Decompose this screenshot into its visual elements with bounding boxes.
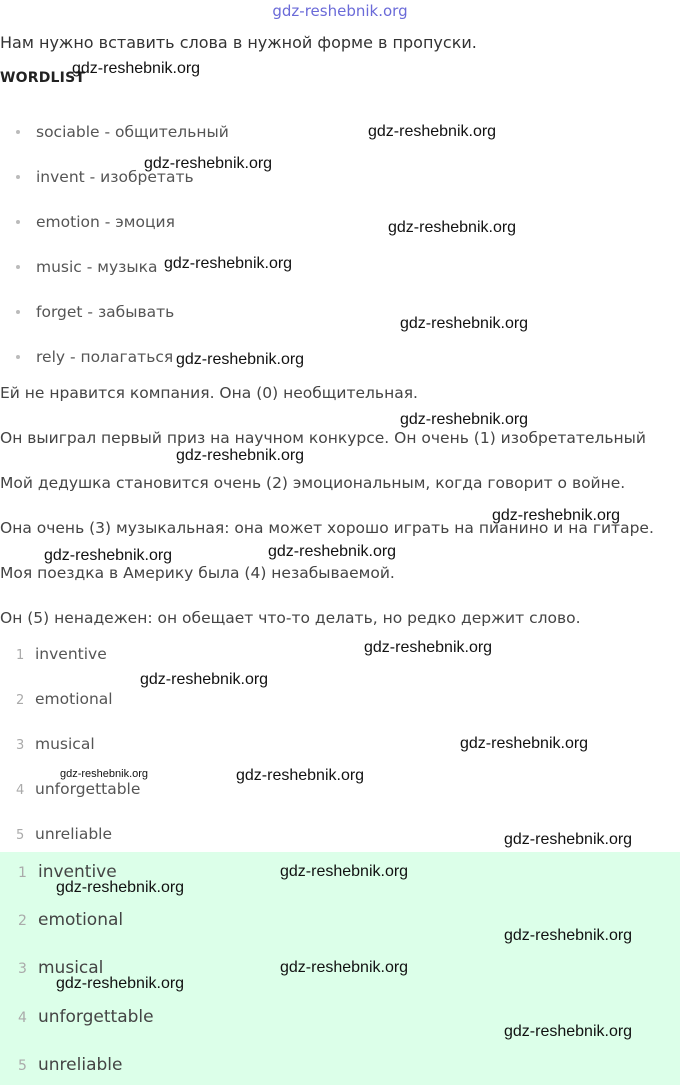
- answer-number: 4: [18, 1010, 27, 1026]
- watermark: gdz-reshebnik.org: [176, 351, 305, 368]
- answer-word: inventive: [38, 862, 117, 882]
- answer-word: musical: [38, 958, 104, 978]
- list-item: [16, 213, 175, 231]
- list-item-text: invent - изобретать: [36, 168, 194, 186]
- answer-item: [16, 735, 95, 753]
- answer-word: emotional: [35, 690, 113, 708]
- answer-number: 4: [16, 783, 25, 798]
- answer-number: 2: [18, 913, 27, 929]
- watermark: gdz-reshebnik.org: [60, 768, 149, 780]
- bullet-icon: [16, 265, 20, 269]
- watermark: gdz-reshebnik.org: [236, 767, 365, 784]
- answer-item: [16, 690, 113, 708]
- highlighted-answer-item: [18, 1007, 154, 1027]
- answer-item: [16, 780, 140, 798]
- answer-word: unforgettable: [38, 1007, 154, 1027]
- watermark: gdz-reshebnik.org: [364, 639, 493, 656]
- answer-number: 3: [18, 961, 27, 977]
- watermark: gdz-reshebnik.org: [504, 831, 633, 848]
- list-item-text: forget - забывать: [36, 303, 175, 321]
- intro-text: Нам нужно вставить слова в нужной форме в пропуски.: [0, 33, 477, 52]
- watermark: gdz-reshebnik.org: [140, 671, 269, 688]
- watermark: gdz-reshebnik.org: [460, 735, 589, 752]
- list-item: [16, 123, 229, 141]
- watermark: gdz-reshebnik.org: [504, 927, 633, 944]
- highlighted-answer-item: [18, 910, 123, 930]
- bullet-icon: [16, 220, 20, 224]
- list-item-text: music - музыка: [36, 258, 158, 276]
- sentence: Она очень (3) музыкальная: она может хорошо играть на пианино и на гитаре.: [0, 519, 654, 537]
- watermark: gdz-reshebnik.org: [56, 975, 185, 992]
- watermark: gdz-reshebnik.org: [368, 123, 497, 140]
- answer-word: inventive: [35, 645, 107, 663]
- answer-number: 5: [16, 828, 25, 843]
- bullet-icon: [16, 310, 20, 314]
- answer-item: [16, 825, 112, 843]
- sentence: Мой дедушка становится очень (2) эмоциональным, когда говорит о войне.: [0, 474, 626, 492]
- watermark: gdz-reshebnik.org: [176, 447, 305, 464]
- sentence: Он выиграл первый приз на научном конкурсе. Он очень (1) изобретательный: [0, 429, 646, 447]
- list-item-text: sociable - общительный: [36, 123, 229, 141]
- site-title[interactable]: gdz-reshebnik.org: [272, 2, 408, 20]
- answer-word: unreliable: [38, 1055, 123, 1075]
- watermark: gdz-reshebnik.org: [56, 879, 185, 896]
- watermark: gdz-reshebnik.org: [72, 60, 201, 77]
- list-item: [16, 303, 174, 321]
- list-item-text: emotion - эмоция: [36, 213, 175, 231]
- watermark: gdz-reshebnik.org: [268, 543, 397, 560]
- sentence: Ей не нравится компания. Она (0) необщительная.: [0, 384, 418, 402]
- watermark: gdz-reshebnik.org: [492, 507, 621, 524]
- sentence: Он (5) ненадежен: он обещает что-то делать, но редко держит слово.: [0, 609, 581, 627]
- answer-word: unforgettable: [35, 780, 141, 798]
- answer-word: musical: [35, 735, 95, 753]
- list-item-text: rely - полагаться: [36, 348, 174, 366]
- list-item: [16, 348, 173, 366]
- watermark: gdz-reshebnik.org: [504, 1023, 633, 1040]
- answer-word: unreliable: [35, 825, 113, 843]
- watermark: gdz-reshebnik.org: [400, 411, 529, 428]
- watermark: gdz-reshebnik.org: [388, 219, 517, 236]
- watermark: gdz-reshebnik.org: [164, 255, 293, 272]
- watermark: gdz-reshebnik.org: [44, 547, 173, 564]
- answer-number: 1: [16, 648, 25, 663]
- bullet-icon: [16, 130, 20, 134]
- bullet-icon: [16, 175, 20, 179]
- bullet-icon: [16, 355, 20, 359]
- sentence: Моя поездка в Америку была (4) незабываемой.: [0, 564, 395, 582]
- answer-item: [16, 645, 107, 663]
- answer-number: 5: [18, 1058, 27, 1074]
- watermark: gdz-reshebnik.org: [144, 155, 273, 172]
- watermark: gdz-reshebnik.org: [280, 863, 409, 880]
- highlighted-answer-item: [18, 1055, 122, 1075]
- list-item: [16, 258, 157, 276]
- wordlist-heading: WORDLIST: [0, 70, 86, 86]
- answer-number: 3: [16, 738, 25, 753]
- watermark: gdz-reshebnik.org: [400, 315, 529, 332]
- watermark: gdz-reshebnik.org: [280, 959, 409, 976]
- answer-number: 2: [16, 693, 25, 708]
- answer-word: emotional: [38, 910, 124, 930]
- answer-number: 1: [18, 865, 27, 881]
